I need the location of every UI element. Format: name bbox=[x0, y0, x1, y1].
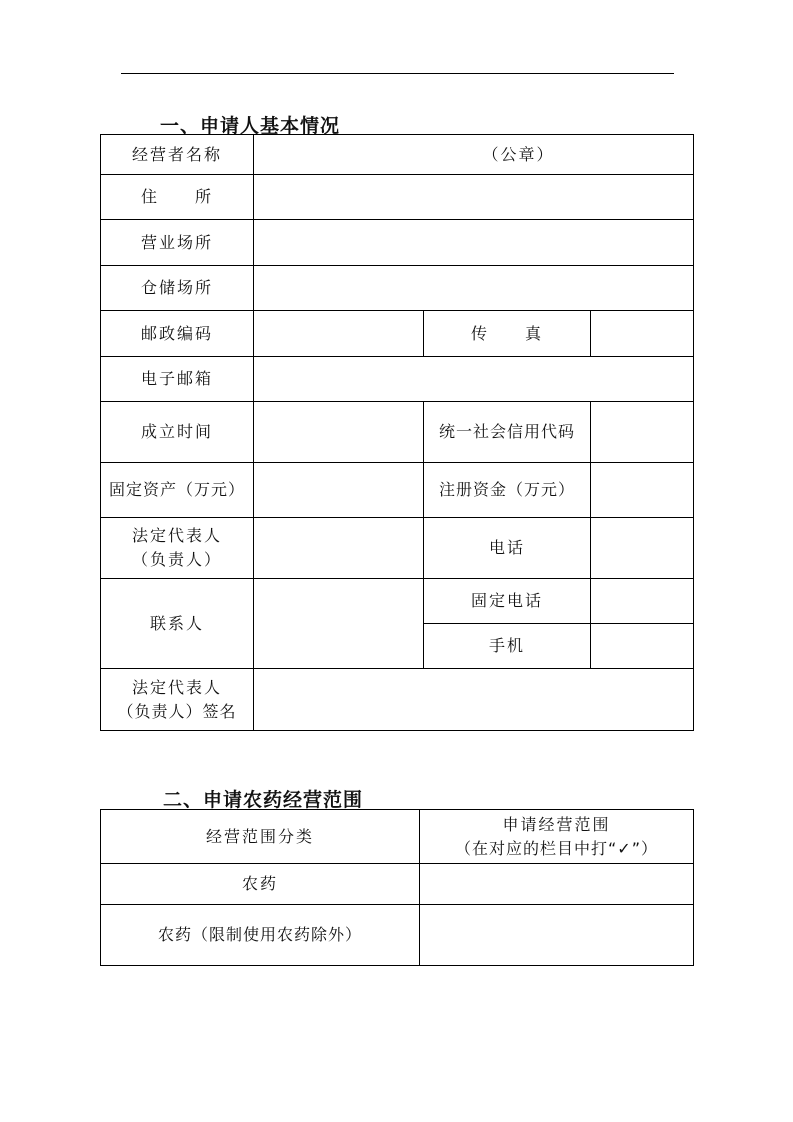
contact-field[interactable] bbox=[254, 579, 424, 669]
postal-code-field[interactable] bbox=[254, 311, 424, 357]
fax-field[interactable] bbox=[591, 311, 694, 357]
applicant-info-table bbox=[100, 134, 694, 731]
legal-rep-label-line2: （负责人） bbox=[131, 550, 222, 569]
legal-rep-label bbox=[101, 518, 254, 579]
storage-premises-label: 仓储场所 bbox=[101, 266, 254, 311]
fixed-assets-label: 固定资产（万元） bbox=[101, 463, 254, 518]
established-label: 成立时间 bbox=[101, 402, 254, 463]
landline-label: 固定电话 bbox=[424, 579, 591, 624]
email-label: 电子邮箱 bbox=[101, 357, 254, 402]
row-established-credit bbox=[101, 402, 694, 463]
signature-label bbox=[101, 669, 254, 731]
credit-code-field[interactable] bbox=[591, 402, 694, 463]
header-apply-line1: 申请经营范围 bbox=[502, 814, 611, 834]
business-scope-table bbox=[100, 809, 694, 966]
seal-note: （公章） bbox=[482, 144, 555, 164]
row-contact-landline bbox=[101, 579, 694, 624]
scope-row-pesticide bbox=[101, 864, 694, 905]
signature-label-line1: 法定代表人 bbox=[131, 677, 222, 697]
pesticide-label: 农药 bbox=[101, 864, 420, 905]
header-apply bbox=[420, 810, 694, 864]
operator-name-field[interactable] bbox=[254, 135, 694, 175]
contact-label: 联系人 bbox=[101, 579, 254, 669]
section1-title: 一、申请人基本情况 bbox=[160, 115, 341, 137]
row-signature bbox=[101, 669, 694, 731]
address-label: 住 所 bbox=[101, 175, 254, 220]
business-premises-field[interactable] bbox=[254, 220, 694, 266]
landline-field[interactable] bbox=[591, 579, 694, 624]
row-email bbox=[101, 357, 694, 402]
postal-code-label: 邮政编码 bbox=[101, 311, 254, 357]
phone-label: 电话 bbox=[424, 518, 591, 579]
row-storage-premises bbox=[101, 266, 694, 311]
row-business-premises bbox=[101, 220, 694, 266]
header-apply-line2: （在对应的栏目中打“✓”） bbox=[455, 838, 658, 858]
phone-field[interactable] bbox=[591, 518, 694, 579]
operator-name-label: 经营者名称 bbox=[101, 135, 254, 175]
row-postal-fax bbox=[101, 311, 694, 357]
established-field[interactable] bbox=[254, 402, 424, 463]
row-operator-name bbox=[101, 135, 694, 175]
signature-label-line2: （负责人）签名 bbox=[117, 701, 237, 721]
section2-title: 二、申请农药经营范围 bbox=[163, 789, 364, 811]
mobile-field[interactable] bbox=[591, 624, 694, 669]
registered-capital-field[interactable] bbox=[591, 463, 694, 518]
header-rule bbox=[121, 73, 674, 74]
row-address bbox=[101, 175, 694, 220]
business-premises-label: 营业场所 bbox=[101, 220, 254, 266]
address-field[interactable] bbox=[254, 175, 694, 220]
unrestricted-pesticide-checkbox-cell[interactable] bbox=[420, 905, 694, 966]
fixed-assets-field[interactable] bbox=[254, 463, 424, 518]
row-assets-capital bbox=[101, 463, 694, 518]
registered-capital-label: 注册资金（万元） bbox=[424, 463, 591, 518]
credit-code-label: 统一社会信用代码 bbox=[424, 402, 591, 463]
legal-rep-label-line1: 法定代表人 bbox=[131, 526, 222, 545]
storage-premises-field[interactable] bbox=[254, 266, 694, 311]
row-legal-rep bbox=[101, 518, 694, 579]
mobile-label: 手机 bbox=[424, 624, 591, 669]
fax-label: 传 真 bbox=[424, 311, 591, 357]
signature-field[interactable] bbox=[254, 669, 694, 731]
unrestricted-pesticide-label: 农药（限制使用农药除外） bbox=[101, 905, 420, 966]
scope-row-unrestricted-pesticide bbox=[101, 905, 694, 966]
pesticide-checkbox-cell[interactable] bbox=[420, 864, 694, 905]
legal-rep-field[interactable] bbox=[254, 518, 424, 579]
email-field[interactable] bbox=[254, 357, 694, 402]
header-category: 经营范围分类 bbox=[101, 810, 420, 864]
scope-header-row bbox=[101, 810, 694, 864]
